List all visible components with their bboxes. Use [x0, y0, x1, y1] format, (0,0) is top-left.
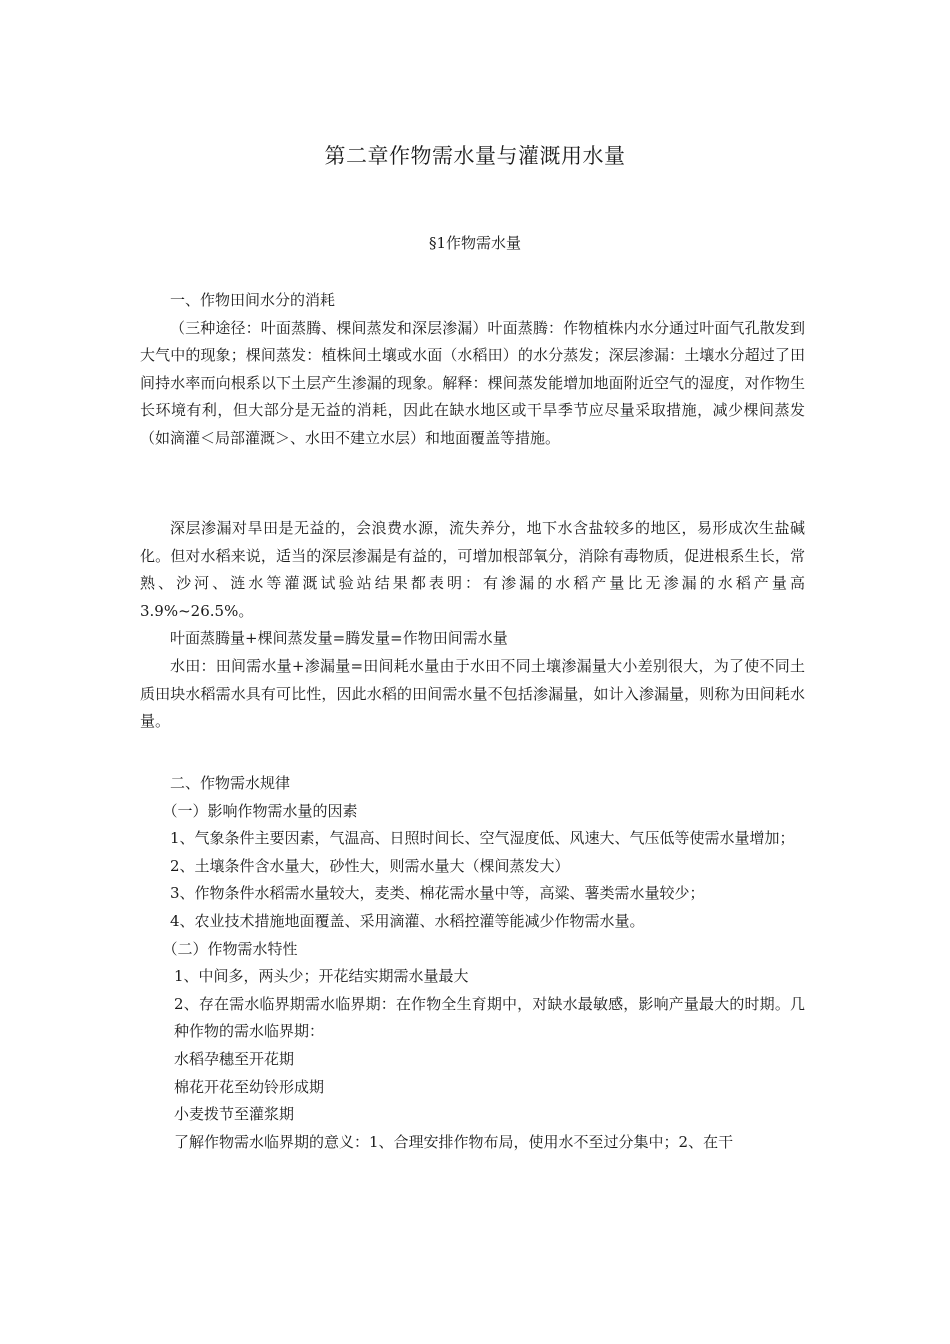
critical-period-meaning: 了解作物需水临界期的意义：1、合理安排作物布局，使用水不至过分集中；2、在干 [174, 1132, 734, 1151]
factor-item-3: 3、作物条件水稻需水量较大，麦类、棉花需水量中等，高粱、薯类需水量较少； [170, 884, 705, 903]
section-title: §1作物需水量 [428, 234, 522, 252]
subheading-characteristics: （二）作物需水特性 [162, 939, 298, 958]
characteristic-item-1: 1、中间多，两头少；开花结实期需水量最大 [174, 967, 469, 986]
critical-period-cotton: 棉花开花至幼铃形成期 [174, 1077, 325, 1096]
paragraph-deep-percolation: 深层渗漏对旱田是无益的，会浪费水源，流失养分，地下水含盐较多的地区，易形成次生盐碱化。但对水稻来说，适当的深层渗漏是有益的，可增加根部氧分，消除有毒物质，促进根系生长，常熟、沙河、涟水等灌溉试验站结果都表明：有渗漏的水稻产量比无渗漏的水稻产量高3.9%~26.5%。 [140, 519, 805, 620]
part2-block [140, 770, 805, 1156]
part1-heading: 一、作物田间水分的消耗 [170, 291, 336, 309]
chapter-title: 第二章作物需水量与灌溉用水量 [324, 144, 626, 168]
paragraph-paddy: 水田：田间需水量+渗漏量=田间耗水量由于水田不同土壤渗漏量大小差别很大，为了使不同土质田块水稻需水具有可比性，因此水稻的田间需水量不包括渗漏量，如计入渗漏量，则称为田间耗水量。 [140, 656, 805, 731]
critical-period-wheat: 小麦拨节至灌浆期 [174, 1105, 295, 1124]
critical-period-rice: 水稻孕穗至开花期 [174, 1049, 295, 1068]
characteristic-item-2: 2、存在需水临界期需水临界期：在作物全生育期中，对缺水最敏感，影响产量最大的时期。几种作物的需水临界期： [174, 994, 805, 1041]
factor-item-4: 4、农业技术措施地面覆盖、采用滴灌、水稻控灌等能减少作物需水量。 [170, 911, 645, 930]
factor-item-2: 2、土壤条件含水量大，砂性大，则需水量大（棵间蒸发大） [170, 856, 570, 875]
part1-block [140, 287, 805, 453]
part1b-block [140, 515, 805, 736]
subheading-factors: （一）影响作物需水量的因素 [162, 801, 358, 820]
paragraph-consumption: （三种途径：叶面蒸腾、棵间蒸发和深层渗漏）叶面蒸腾：作物植株内水分通过叶面气孔散发到大气中的现象；棵间蒸发：植株间土壤或水面（水稻田）的水分蒸发；深层渗漏：土壤水分超过了田间持水率而向根系以下土层产生渗漏的现象。解释：棵间蒸发能增加地面附近空气的湿度，对作物生长环境有利，但大部分是无益的消耗，因此在缺水地区或干旱季节应尽量采取措施，减少棵间蒸发（如滴灌＜局部灌溉＞、水田不建立水层）和地面覆盖等措施。 [140, 318, 805, 447]
paragraph-formula: 叶面蒸腾量+棵间蒸发量=腾发量=作物田间需水量 [170, 629, 508, 648]
factor-item-1: 1、气象条件主要因素，气温高、日照时间长、空气湿度低、风速大、气压低等使需水量增加； [170, 829, 795, 848]
part2-heading: 二、作物需水规律 [170, 774, 291, 792]
